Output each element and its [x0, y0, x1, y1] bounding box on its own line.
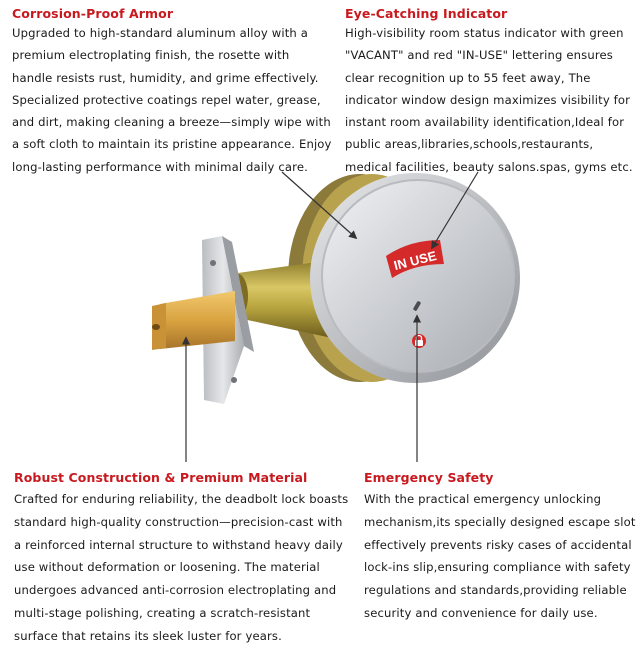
feature-description: Crafted for enduring reliability, the deadbolt lock boasts standard high-quality construction—precision-cast with a reinforced internal structure to withstand heavy daily use without deformation or loosening. The material undergoes advanced anti-corrosion electroplating and multi-stage polishing, creating a scratch-resistant surface that retains its sleek luster for years.	[14, 492, 349, 643]
feature-description: Upgraded to high-standard aluminum alloy with a premium electroplating finish, the rosette with handle resists rust, humidity, and grime effectively. Specialized protective coatings repel water, grease, and dirt, making cleaning a breeze—simply wipe with a soft cloth to maintain its pristine appearance. Enjoy long-lasting performance with minimal daily care.	[12, 26, 332, 174]
feature-title: Corrosion-Proof Armor	[12, 6, 174, 21]
brass-bolt	[152, 291, 235, 350]
feature-description: With the practical emergency unlocking mechanism,its specially designed escape slot effectively prevents risky cases of accidental lock-ins slip,ensuring compliance with safety regulations and standards,providing reliable security and convenience for daily use.	[364, 492, 636, 620]
indicator-text: IN USE	[392, 247, 438, 274]
feature-title: Robust Construction & Premium Material	[14, 470, 308, 485]
rosette-front	[310, 173, 520, 383]
feature-description: High-visibility room status indicator with green "VACANT" and red "IN-USE" lettering ensures clear recognition up to 55 feet away, The indicator window design maximizes visibility for instant room availability identification,Ideal for public areas,libraries,schools,restaurants, medical facilities, beauty salons.spas, gyms etc.	[345, 26, 633, 174]
lock-icon	[412, 334, 426, 348]
feature-title: Emergency Safety	[364, 470, 494, 485]
feature-title: Eye-Catching Indicator	[345, 6, 508, 21]
